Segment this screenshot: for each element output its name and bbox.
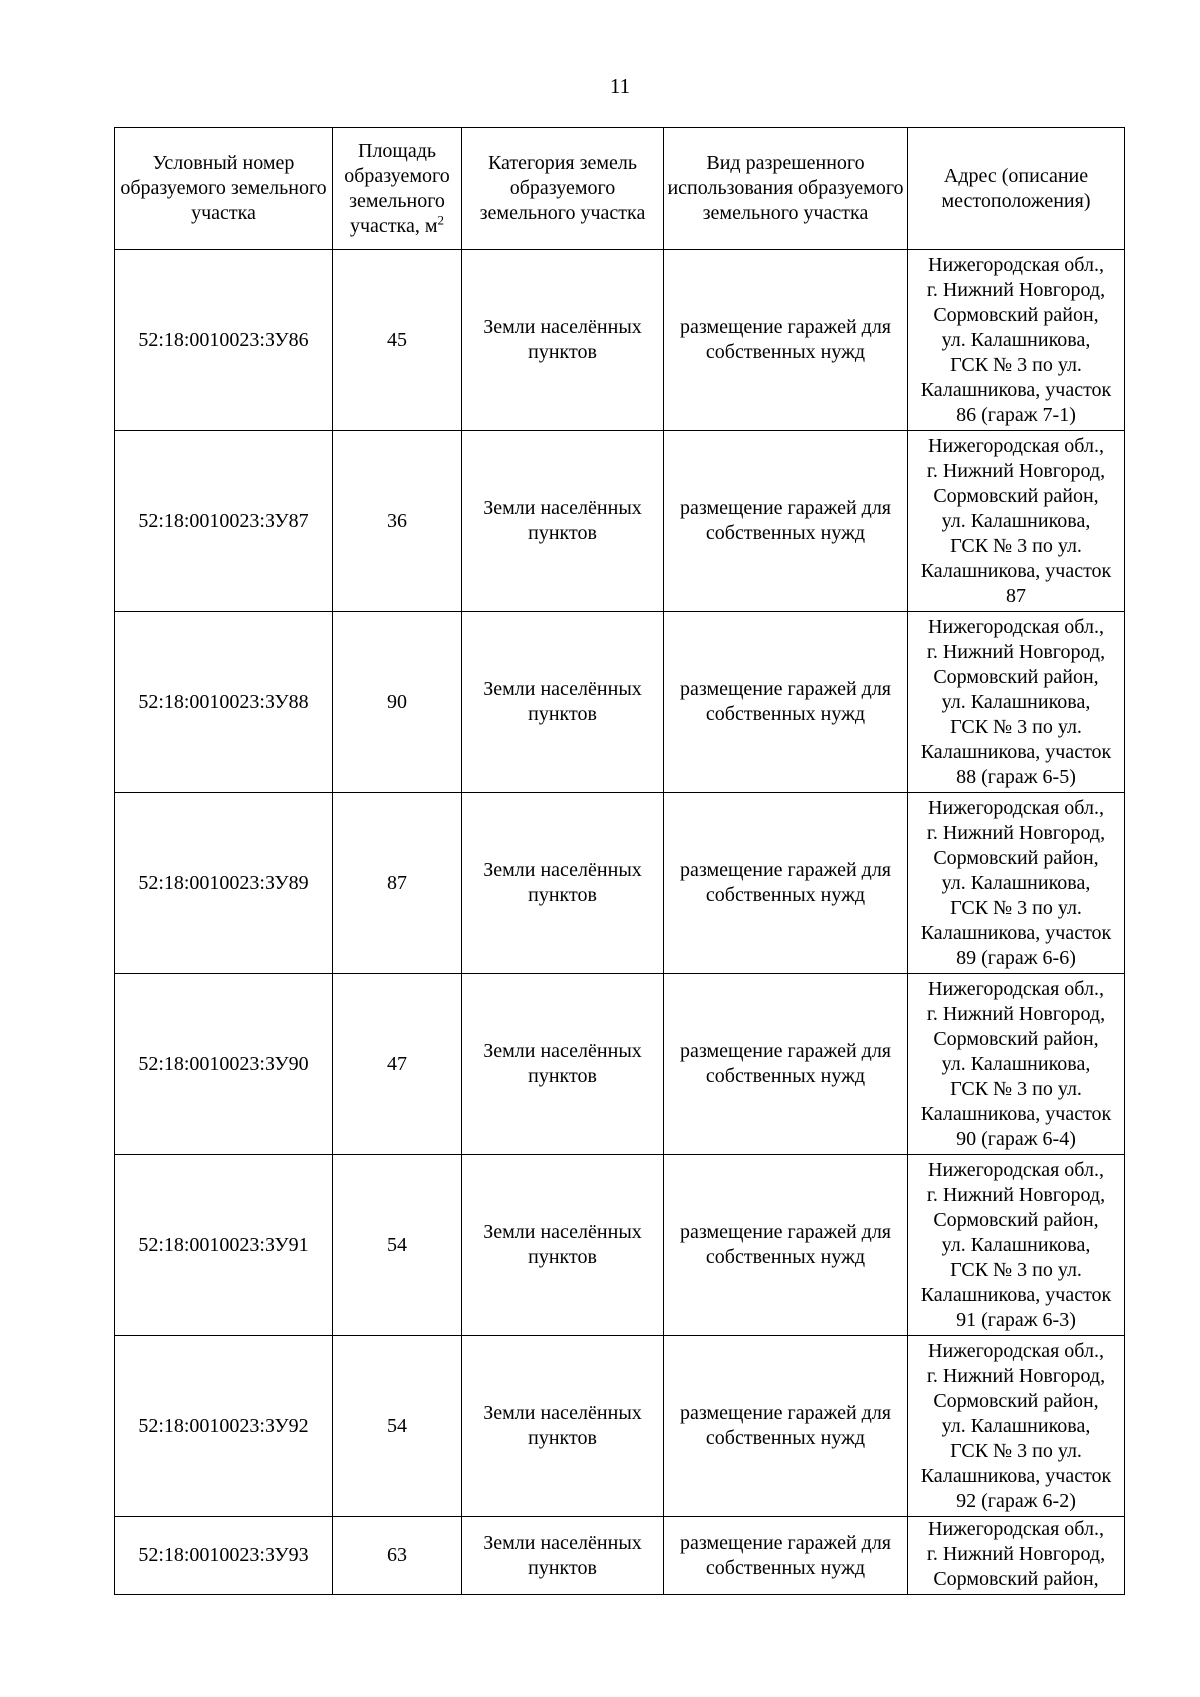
cell-plot-number: 52:18:0010023:ЗУ88 [115,612,333,793]
table-row [115,250,1125,431]
cell-plot-area: 63 [333,1517,462,1595]
page-number: 11 [609,74,631,98]
cell-address: Нижегородская обл., г. Нижний Новгород, Сормовский район, ул. Калашникова, ГСК № 3 по ул. Калашникова, участок 86 (гараж 7-1) [908,250,1125,431]
cell-plot-number: 52:18:0010023:ЗУ91 [115,1155,333,1336]
header-permitted-use: Вид разрешенного использования образуемого земельного участка [664,128,908,250]
table-row [115,1336,1125,1517]
header-area-unit-power: 2 [437,211,444,227]
cell-address: Нижегородская обл., г. Нижний Новгород, Сормовский район, ул. Калашникова, ГСК № 3 по ул. Калашникова, участок 89 (гараж 6-6) [908,793,1125,974]
cell-permitted-use: размещение гаражей для собственных нужд [664,431,908,612]
cell-plot-area: 47 [333,974,462,1155]
cell-plot-number: 52:18:0010023:ЗУ92 [115,1336,333,1517]
table-row [115,1155,1125,1336]
cell-land-category: Земли населённых пунктов [462,974,664,1155]
cell-land-category: Земли населённых пунктов [462,1336,664,1517]
table-row [115,612,1125,793]
table-row [115,793,1125,974]
cell-plot-area: 87 [333,793,462,974]
header-land-category: Категория земель образуемого земельного участка [462,128,664,250]
cell-address: Нижегородская обл., г. Нижний Новгород, Сормовский район, ул. Калашникова, ГСК № 3 по ул. Калашникова, участок 90 (гараж 6-4) [908,974,1125,1155]
header-address: Адрес (описание местоположения) [908,128,1125,250]
cell-plot-number: 52:18:0010023:ЗУ93 [115,1517,333,1595]
cell-plot-area: 36 [333,431,462,612]
cell-land-category: Земли населённых пунктов [462,1155,664,1336]
cell-plot-number: 52:18:0010023:ЗУ87 [115,431,333,612]
cell-permitted-use: размещение гаражей для собственных нужд [664,1336,908,1517]
cell-permitted-use: размещение гаражей для собственных нужд [664,974,908,1155]
header-plot-area [333,128,462,250]
cell-address: Нижегородская обл., г. Нижний Новгород, Сормовский район, ул. Калашникова, ГСК № 3 по ул. Калашникова, участок 91 (гараж 6-3) [908,1155,1125,1336]
cell-land-category: Земли населённых пунктов [462,1517,664,1595]
cell-permitted-use: размещение гаражей для собственных нужд [664,1155,908,1336]
cell-permitted-use: размещение гаражей для собственных нужд [664,793,908,974]
cell-plot-area: 90 [333,612,462,793]
table-row [115,431,1125,612]
header-plot-number: Условный номер образуемого земельного участка [115,128,333,250]
cell-address: Нижегородская обл., г. Нижний Новгород, Сормовский район, [908,1517,1125,1595]
cell-address: Нижегородская обл., г. Нижний Новгород, Сормовский район, ул. Калашникова, ГСК № 3 по ул. Калашникова, участок 92 (гараж 6-2) [908,1336,1125,1517]
table-row [115,974,1125,1155]
land-plots-table [114,127,1125,1595]
table-header [115,128,1125,250]
cell-permitted-use: размещение гаражей для собственных нужд [664,1517,908,1595]
cell-plot-area: 54 [333,1336,462,1517]
cell-plot-area: 45 [333,250,462,431]
cell-permitted-use: размещение гаражей для собственных нужд [664,612,908,793]
cell-land-category: Земли населённых пунктов [462,250,664,431]
cell-land-category: Земли населённых пунктов [462,793,664,974]
cell-plot-number: 52:18:0010023:ЗУ89 [115,793,333,974]
cell-plot-number: 52:18:0010023:ЗУ86 [115,250,333,431]
header-area-text: Площадь образуемого земельного участка, м [344,139,450,237]
table-body [115,250,1125,1595]
cell-address: Нижегородская обл., г. Нижний Новгород, Сормовский район, ул. Калашникова, ГСК № 3 по ул. Калашникова, участок 88 (гараж 6-5) [908,612,1125,793]
cell-address: Нижегородская обл., г. Нижний Новгород, Сормовский район, ул. Калашникова, ГСК № 3 по ул. Калашникова, участок 87 [908,431,1125,612]
table-row [115,1517,1125,1595]
cell-land-category: Земли населённых пунктов [462,431,664,612]
header-row [115,128,1125,250]
cell-permitted-use: размещение гаражей для собственных нужд [664,250,908,431]
cell-land-category: Земли населённых пунктов [462,612,664,793]
cell-plot-area: 54 [333,1155,462,1336]
cell-plot-number: 52:18:0010023:ЗУ90 [115,974,333,1155]
